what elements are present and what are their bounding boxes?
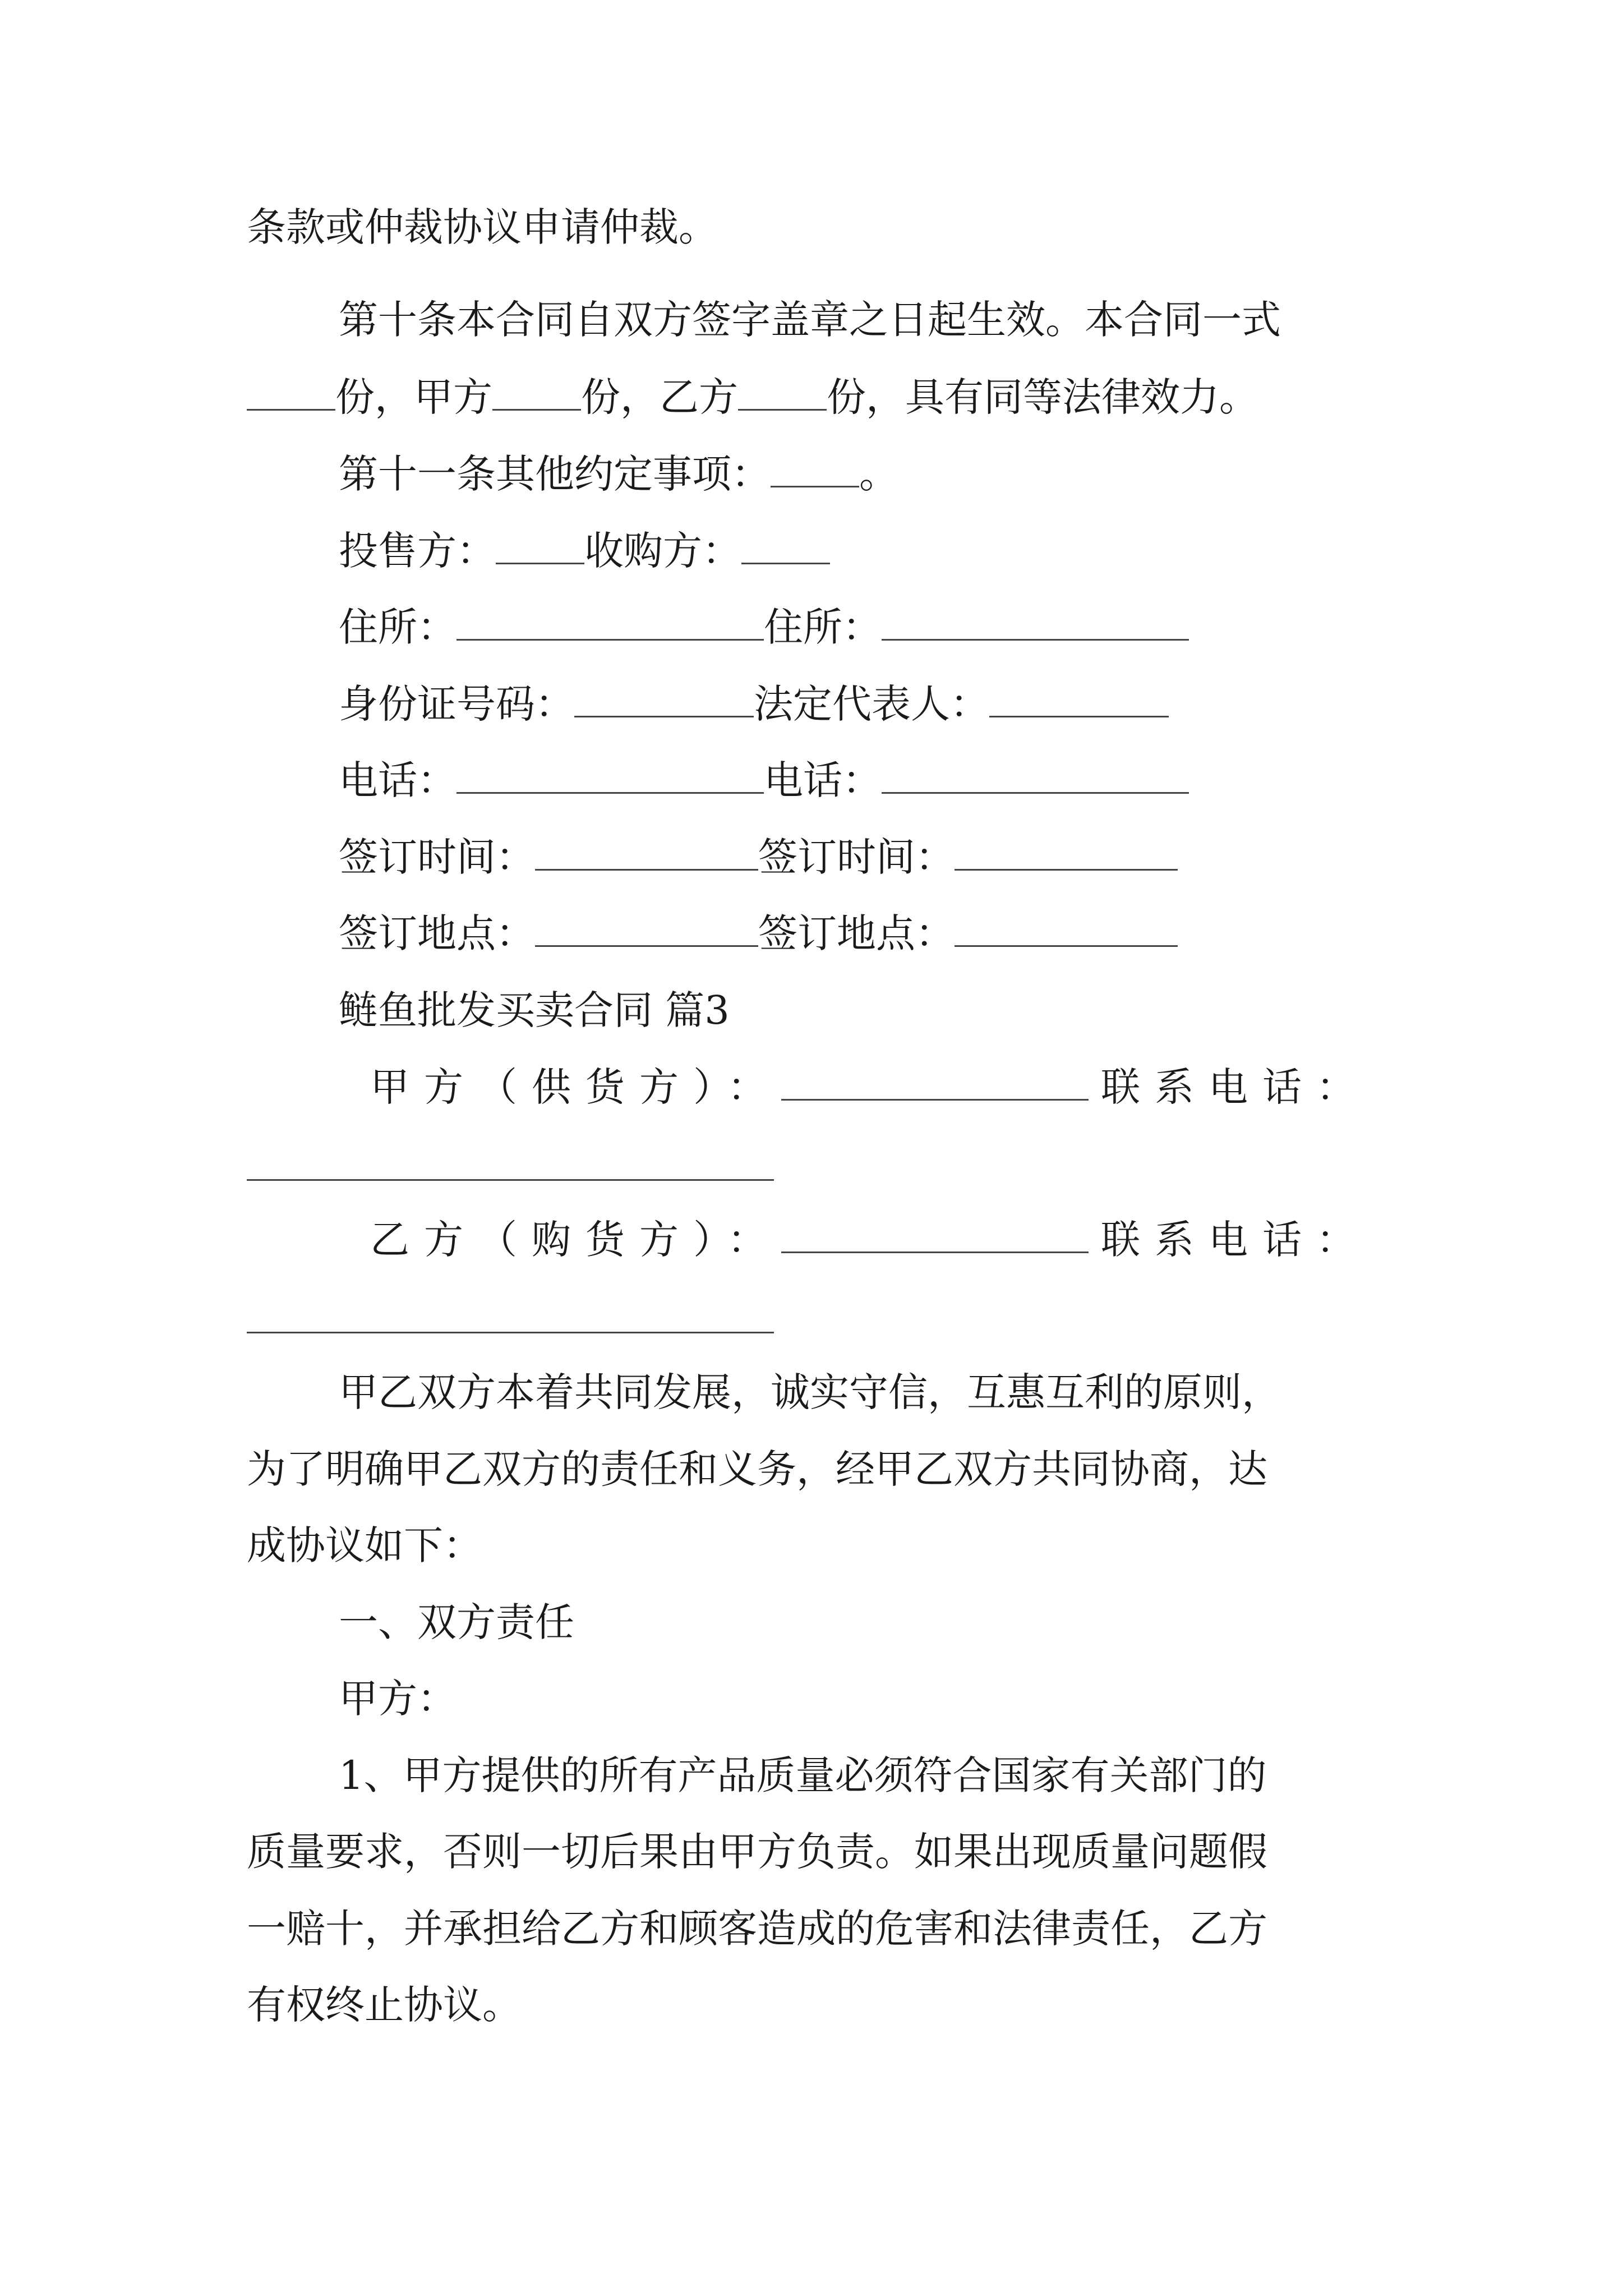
text-line <box>247 1824 1267 1880</box>
blank-field <box>741 529 830 564</box>
text-line <box>247 369 1258 425</box>
line-text: 签订地点： <box>758 910 955 956</box>
line-text: 签订时间： <box>339 834 535 880</box>
blank-field <box>247 375 335 411</box>
line-text: 第十一条其他约定事项： <box>339 451 771 497</box>
line-text: 份，具有同等法律效力。 <box>827 374 1258 420</box>
line-text: 。 <box>859 451 898 497</box>
line-text: 联系电话： <box>1101 1064 1370 1110</box>
line-text: 电话： <box>339 757 457 803</box>
line-text: 乙方（购货方）： <box>370 1217 781 1263</box>
line-text: 质量要求，否则一切后果由甲方负责。如果出现质量问题假 <box>247 1829 1267 1875</box>
line-text: 甲方（供货方）： <box>370 1064 781 1110</box>
line-text: 份，乙方 <box>581 374 738 420</box>
line-text: 签订地点： <box>339 910 535 956</box>
line-text: 一赔十，并承担给乙方和顾客造成的危害和法律责任，乙方 <box>247 1906 1267 1952</box>
line-text: 住所： <box>339 604 457 650</box>
section-heading-text: 鲢鱼批发买卖合同 篇3 <box>339 987 730 1033</box>
text-line <box>339 523 830 579</box>
line-text: 收购方： <box>584 528 741 574</box>
line-text: 法定代表人： <box>754 681 989 727</box>
blank-field <box>574 682 754 717</box>
line-text: 一、双方责任 <box>339 1599 574 1645</box>
text-line <box>339 599 1189 655</box>
blank-field <box>781 1218 1089 1253</box>
blank-field <box>989 682 1169 717</box>
text-line <box>339 1747 1267 1803</box>
line-text: 甲乙双方本着共同发展，诚实守信，互惠互利的原则， <box>339 1369 1281 1415</box>
line-text: 联系电话： <box>1101 1217 1370 1263</box>
blank-field <box>882 605 1189 641</box>
blank-field <box>781 1065 1089 1101</box>
line-text: 成协议如下： <box>247 1522 482 1568</box>
line-text: 住所： <box>764 604 882 650</box>
blank-field <box>771 452 859 487</box>
text-line <box>247 1977 522 2033</box>
line-text: 1、甲方提供的所有产品质量必须符合国家有关部门的 <box>339 1752 1267 1798</box>
text-line <box>370 1059 1370 1115</box>
text-line <box>247 1901 1267 1957</box>
line-text: 有权终止协议。 <box>247 1982 522 2028</box>
text-line <box>339 1364 1281 1420</box>
line-text: 条款或仲裁协议申请仲裁。 <box>247 204 718 250</box>
blank-rule <box>247 1179 774 1181</box>
line-text: 身份证号码： <box>339 681 574 727</box>
text-line <box>339 1671 457 1727</box>
line-text: 电话： <box>764 757 882 803</box>
blank-field <box>882 758 1189 794</box>
section-heading <box>339 982 730 1038</box>
blank-field <box>535 912 758 947</box>
line-text: 签订时间： <box>758 834 955 880</box>
text-line <box>339 752 1189 808</box>
blank-rule <box>247 1332 774 1333</box>
text-line <box>339 1594 574 1650</box>
text-line <box>339 905 1178 961</box>
blank-field <box>955 835 1178 871</box>
text-line <box>339 676 1169 732</box>
text-line <box>339 446 898 502</box>
blank-field <box>738 375 827 411</box>
line-text: 投售方： <box>339 528 496 574</box>
text-line <box>339 829 1178 885</box>
text-line <box>247 1517 482 1573</box>
line-text: 为了明确甲乙双方的责任和义务，经甲乙双方共同协商，达 <box>247 1446 1267 1492</box>
line-text: 份，甲方 <box>335 374 492 420</box>
line-text: 第十条本合同自双方签字盖章之日起生效。本合同一式 <box>339 297 1281 343</box>
text-line <box>247 1441 1267 1497</box>
line-text: 甲方： <box>339 1676 457 1722</box>
blank-field <box>457 605 764 641</box>
text-line <box>339 292 1281 348</box>
blank-field <box>496 529 584 564</box>
blank-field <box>492 375 581 411</box>
blank-field <box>457 758 764 794</box>
blank-field <box>535 835 758 871</box>
text-line <box>247 199 718 255</box>
text-line <box>370 1212 1370 1268</box>
blank-field <box>955 912 1178 947</box>
